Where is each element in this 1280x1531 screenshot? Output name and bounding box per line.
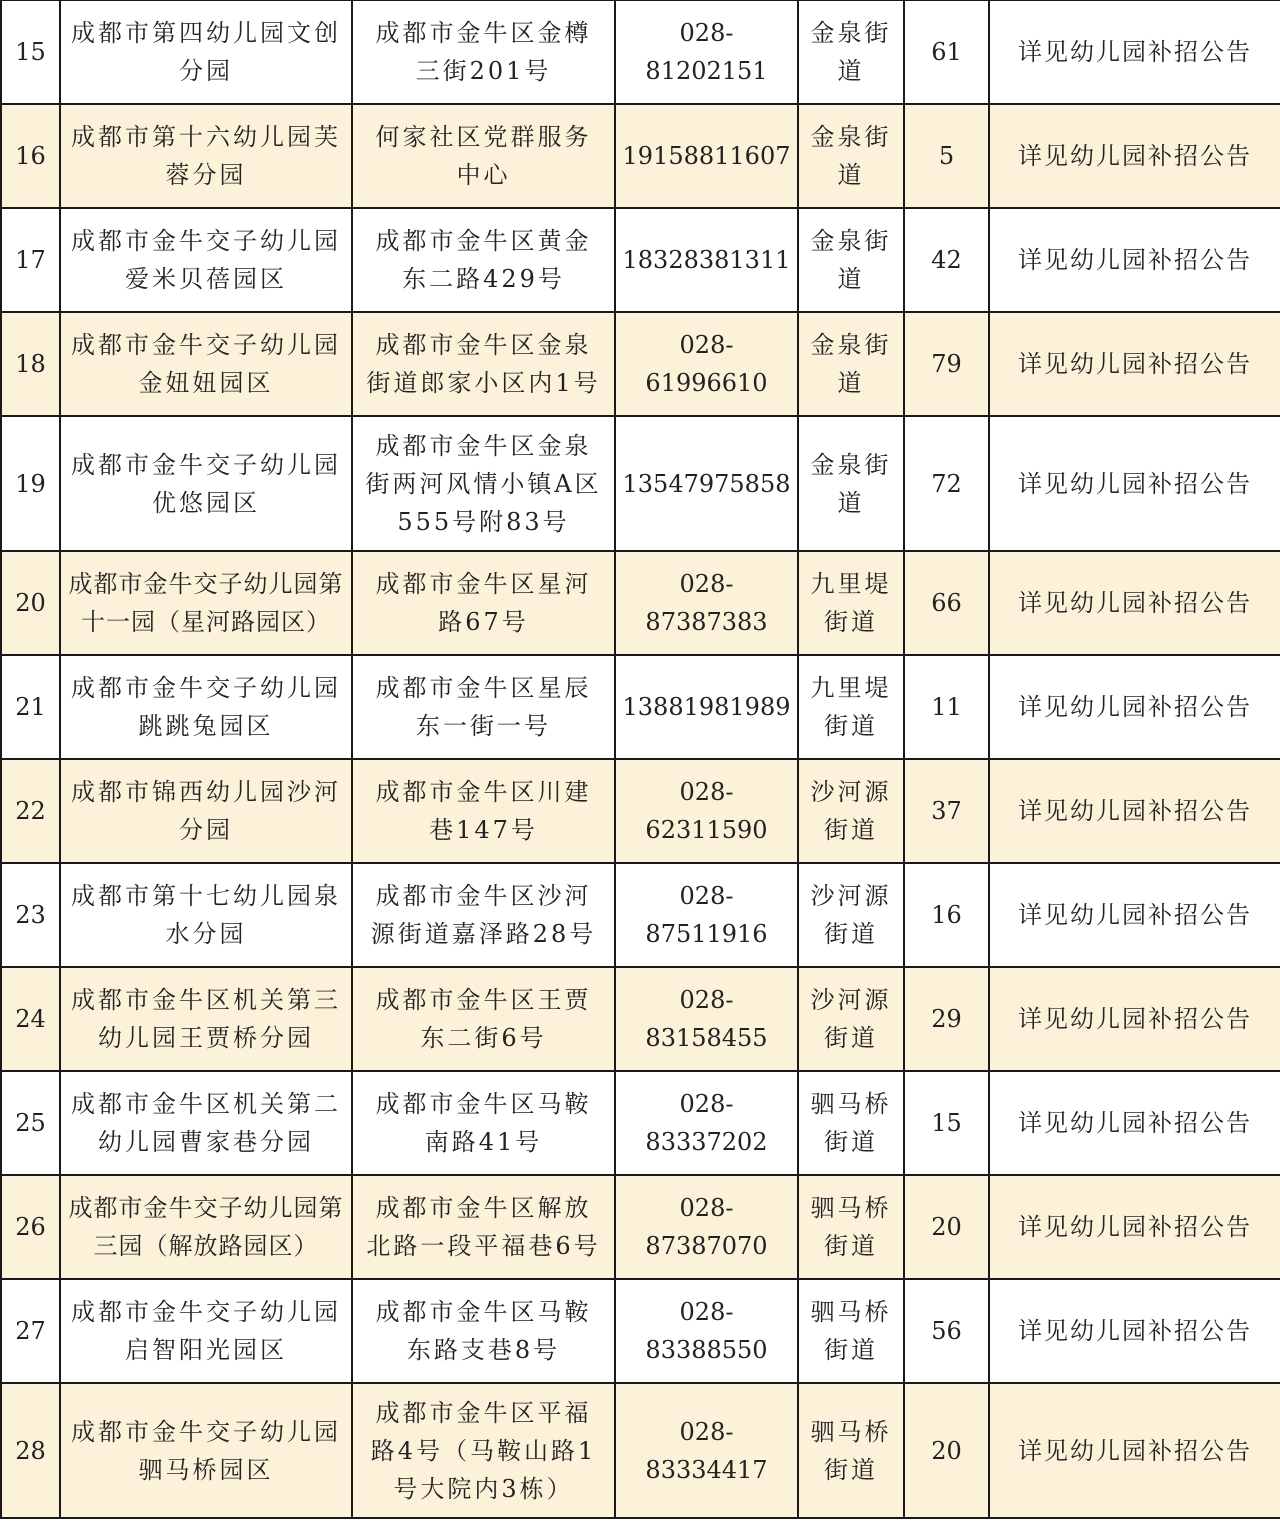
phone: 19158811607	[615, 104, 798, 208]
kindergarten-name: 成都市金牛交子幼儿园第三园（解放路园区）	[60, 1175, 352, 1279]
street: 沙河源街道	[798, 863, 904, 967]
row-number: 15	[1, 0, 60, 104]
street: 沙河源街道	[798, 967, 904, 1071]
street: 驷马桥街道	[798, 1175, 904, 1279]
row-number: 24	[1, 967, 60, 1071]
address: 成都市金牛区黄金东二路429号	[352, 208, 615, 312]
table-row	[1, 1071, 1280, 1175]
address: 成都市金牛区星河路67号	[352, 551, 615, 655]
table-row	[1, 551, 1280, 655]
note: 详见幼儿园补招公告	[989, 1175, 1280, 1279]
table-row	[1, 967, 1280, 1071]
street: 驷马桥街道	[798, 1383, 904, 1518]
phone: 028-83388550	[615, 1279, 798, 1383]
table-row	[1, 863, 1280, 967]
kindergarten-name: 成都市金牛交子幼儿园跳跳兔园区	[60, 655, 352, 759]
vacancy-count: 11	[904, 655, 989, 759]
table-row	[1, 312, 1280, 416]
table-row	[1, 416, 1280, 551]
phone: 13881981989	[615, 655, 798, 759]
street: 九里堤街道	[798, 655, 904, 759]
vacancy-count: 15	[904, 1071, 989, 1175]
kindergarten-name: 成都市第十六幼儿园芙蓉分园	[60, 104, 352, 208]
table-row	[1, 1383, 1280, 1518]
phone: 028-87511916	[615, 863, 798, 967]
address: 成都市金牛区金泉街两河风情小镇A区555号附83号	[352, 416, 615, 551]
note: 详见幼儿园补招公告	[989, 416, 1280, 551]
row-number: 22	[1, 759, 60, 863]
row-number: 26	[1, 1175, 60, 1279]
street: 金泉街道	[798, 416, 904, 551]
note: 详见幼儿园补招公告	[989, 312, 1280, 416]
row-number: 27	[1, 1279, 60, 1383]
vacancy-count: 72	[904, 416, 989, 551]
phone: 028-62311590	[615, 759, 798, 863]
street: 驷马桥街道	[798, 1071, 904, 1175]
phone: 028-87387383	[615, 551, 798, 655]
note: 详见幼儿园补招公告	[989, 1071, 1280, 1175]
street: 沙河源街道	[798, 759, 904, 863]
vacancy-count: 20	[904, 1175, 989, 1279]
kindergarten-name: 成都市第四幼儿园文创分园	[60, 0, 352, 104]
phone: 028-83334417	[615, 1383, 798, 1518]
kindergarten-name: 成都市金牛交子幼儿园金妞妞园区	[60, 312, 352, 416]
street: 金泉街道	[798, 0, 904, 104]
vacancy-count: 79	[904, 312, 989, 416]
street: 金泉街道	[798, 104, 904, 208]
vacancy-count: 56	[904, 1279, 989, 1383]
street: 金泉街道	[798, 208, 904, 312]
phone: 13547975858	[615, 416, 798, 551]
note: 详见幼儿园补招公告	[989, 551, 1280, 655]
address: 成都市金牛区星辰东一街一号	[352, 655, 615, 759]
address: 成都市金牛区王贾东二街6号	[352, 967, 615, 1071]
vacancy-count: 29	[904, 967, 989, 1071]
vacancy-count: 5	[904, 104, 989, 208]
address: 成都市金牛区金樽三街201号	[352, 0, 615, 104]
address: 成都市金牛区川建巷147号	[352, 759, 615, 863]
vacancy-count: 37	[904, 759, 989, 863]
vacancy-count: 66	[904, 551, 989, 655]
phone: 028-83337202	[615, 1071, 798, 1175]
row-number: 16	[1, 104, 60, 208]
phone: 028-83158455	[615, 967, 798, 1071]
address: 成都市金牛区金泉街道郎家小区内1号	[352, 312, 615, 416]
kindergarten-name: 成都市金牛交子幼儿园启智阳光园区	[60, 1279, 352, 1383]
vacancy-count: 61	[904, 0, 989, 104]
kindergarten-name: 成都市金牛交子幼儿园优悠园区	[60, 416, 352, 551]
vacancy-count: 20	[904, 1383, 989, 1518]
note: 详见幼儿园补招公告	[989, 967, 1280, 1071]
address: 成都市金牛区沙河源街道嘉泽路28号	[352, 863, 615, 967]
row-number: 23	[1, 863, 60, 967]
kindergarten-name: 成都市金牛交子幼儿园爱米贝蓓园区	[60, 208, 352, 312]
kindergarten-name: 成都市第十七幼儿园泉水分园	[60, 863, 352, 967]
table-row	[1, 655, 1280, 759]
kindergarten-name: 成都市金牛区机关第二幼儿园曹家巷分园	[60, 1071, 352, 1175]
street: 驷马桥街道	[798, 1279, 904, 1383]
street: 金泉街道	[798, 312, 904, 416]
note: 详见幼儿园补招公告	[989, 104, 1280, 208]
row-number: 25	[1, 1071, 60, 1175]
kindergarten-name: 成都市金牛区机关第三幼儿园王贾桥分园	[60, 967, 352, 1071]
kindergarten-name: 成都市金牛交子幼儿园驷马桥园区	[60, 1383, 352, 1518]
row-number: 17	[1, 208, 60, 312]
address: 成都市金牛区马鞍东路支巷8号	[352, 1279, 615, 1383]
phone: 18328381311	[615, 208, 798, 312]
kindergarten-name: 成都市锦西幼儿园沙河分园	[60, 759, 352, 863]
row-number: 28	[1, 1383, 60, 1518]
note: 详见幼儿园补招公告	[989, 655, 1280, 759]
note: 详见幼儿园补招公告	[989, 208, 1280, 312]
kindergarten-name: 成都市金牛交子幼儿园第十一园（星河路园区）	[60, 551, 352, 655]
vacancy-count: 16	[904, 863, 989, 967]
table-row	[1, 759, 1280, 863]
street: 九里堤街道	[798, 551, 904, 655]
row-number: 20	[1, 551, 60, 655]
address: 成都市金牛区平福路4号（马鞍山路1号大院内3栋）	[352, 1383, 615, 1518]
phone: 028-61996610	[615, 312, 798, 416]
note: 详见幼儿园补招公告	[989, 1279, 1280, 1383]
table-row	[1, 104, 1280, 208]
phone: 028-87387070	[615, 1175, 798, 1279]
note: 详见幼儿园补招公告	[989, 1383, 1280, 1518]
table-row	[1, 1175, 1280, 1279]
address: 成都市金牛区马鞍南路41号	[352, 1071, 615, 1175]
vacancy-count: 42	[904, 208, 989, 312]
row-number: 19	[1, 416, 60, 551]
note: 详见幼儿园补招公告	[989, 863, 1280, 967]
note: 详见幼儿园补招公告	[989, 0, 1280, 104]
table-row	[1, 0, 1280, 104]
address: 成都市金牛区解放北路一段平福巷6号	[352, 1175, 615, 1279]
table-row	[1, 1279, 1280, 1383]
row-number: 18	[1, 312, 60, 416]
note: 详见幼儿园补招公告	[989, 759, 1280, 863]
address: 何家社区党群服务中心	[352, 104, 615, 208]
table-row	[1, 208, 1280, 312]
phone: 028-81202151	[615, 0, 798, 104]
row-number: 21	[1, 655, 60, 759]
